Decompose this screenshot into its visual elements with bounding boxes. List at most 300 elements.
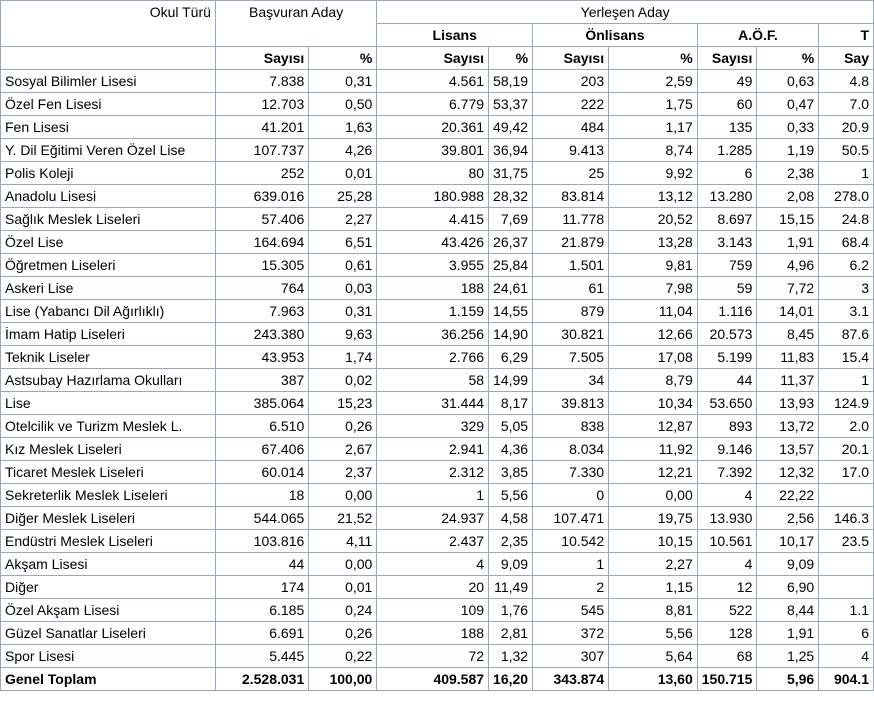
onlisans-header: Önlisans xyxy=(533,24,698,47)
onlisans-yuzde-cell: 8,79 xyxy=(609,369,698,392)
toplam-sayisi-cell-partial: 4 xyxy=(819,645,874,668)
onlisans-yuzde-cell: 1,17 xyxy=(609,116,698,139)
lisans-sayisi-cell: 31.444 xyxy=(377,392,489,415)
toplam-sayisi-cell-partial: 50.5 xyxy=(819,139,874,162)
onlisans-sayisi-cell: 2 xyxy=(533,576,609,599)
toplam-sayisi-cell-partial: 15.4 xyxy=(819,346,874,369)
aof-yuzde-cell: 8,44 xyxy=(757,599,819,622)
onlisans-yuzde-cell: 8,74 xyxy=(609,139,698,162)
onlisans-yuzde-cell: 12,66 xyxy=(609,323,698,346)
lisans-yuzde-cell: 11,49 xyxy=(489,576,533,599)
lisans-yuzde-cell: 24,61 xyxy=(489,277,533,300)
lisans-sayisi-cell: 188 xyxy=(377,277,489,300)
onlisans-sayisi-cell: 10.542 xyxy=(533,530,609,553)
row-name-cell: Kız Meslek Liseleri xyxy=(1,438,216,461)
yerlesen-aday-header: Yerleşen Aday xyxy=(377,1,874,24)
row-name-cell: Teknik Liseler xyxy=(1,346,216,369)
basvuran-sayisi-cell: 41.201 xyxy=(215,116,308,139)
lisans-yuzde-cell: 58,19 xyxy=(489,70,533,93)
basvuran-aday-header: Başvuran Aday xyxy=(215,1,376,47)
aof-yuzde-cell: 6,90 xyxy=(757,576,819,599)
basvuran-yuzde-cell: 2,27 xyxy=(309,208,377,231)
toplam-sayisi-cell-partial: 4.8 xyxy=(819,70,874,93)
onlisans-sayisi-cell: 7.330 xyxy=(533,461,609,484)
row-name-cell: Özel Fen Lisesi xyxy=(1,93,216,116)
onlisans-sayisi-cell: 0 xyxy=(533,484,609,507)
lisans-yuzde-cell: 31,75 xyxy=(489,162,533,185)
onlisans-yuzde-cell: 20,52 xyxy=(609,208,698,231)
row-name-cell: Anadolu Lisesi xyxy=(1,185,216,208)
table-row xyxy=(1,139,874,162)
toplam-sayisi-cell-partial: 7.0 xyxy=(819,93,874,116)
lisans-sayisi-cell: 1 xyxy=(377,484,489,507)
aof-yuzde-cell: 11,83 xyxy=(757,346,819,369)
aof-header: A.Ö.F. xyxy=(697,24,818,47)
onlisans-yuzde-cell: 17,08 xyxy=(609,346,698,369)
aof-sayisi-cell: 7.392 xyxy=(697,461,757,484)
onlisans-sayisi-cell: 39.813 xyxy=(533,392,609,415)
row-name-cell: Diğer xyxy=(1,576,216,599)
onlisans-sayisi-cell: 307 xyxy=(533,645,609,668)
aof-yuzde-cell: 0,47 xyxy=(757,93,819,116)
table-row xyxy=(1,484,874,507)
table-row xyxy=(1,323,874,346)
basvuran-yuzde-cell: 15,23 xyxy=(309,392,377,415)
onlisans-yuzde-cell: 11,04 xyxy=(609,300,698,323)
toplam-sayisi-cell-partial: 6.2 xyxy=(819,254,874,277)
lisans-sayisi-cell: 72 xyxy=(377,645,489,668)
toplam-sayisi-cell-partial xyxy=(819,576,874,599)
lisans-yuzde-cell: 16,20 xyxy=(489,668,533,691)
aof-sayisi-cell: 759 xyxy=(697,254,757,277)
basvuran-sayisi-cell: 7.838 xyxy=(215,70,308,93)
basvuran-yuzde-cell: 0,22 xyxy=(309,645,377,668)
toplam-sayisi-cell-partial: 17.0 xyxy=(819,461,874,484)
basvuran-sayisi-cell: 7.963 xyxy=(215,300,308,323)
aof-yuzde-cell: 15,15 xyxy=(757,208,819,231)
aof-yuzde-cell: 14,01 xyxy=(757,300,819,323)
row-name-cell: Özel Akşam Lisesi xyxy=(1,599,216,622)
lisans-yuzde-cell: 1,76 xyxy=(489,599,533,622)
toplam-sayisi-cell-partial: 20.9 xyxy=(819,116,874,139)
toplam-sayisi-cell-partial: 23.5 xyxy=(819,530,874,553)
onlisans-yuzde-header: % xyxy=(609,47,698,70)
lisans-yuzde-header: % xyxy=(489,47,533,70)
aof-sayisi-cell: 12 xyxy=(697,576,757,599)
basvuran-yuzde-cell: 0,61 xyxy=(309,254,377,277)
basvuran-yuzde-cell: 0,26 xyxy=(309,622,377,645)
basvuran-yuzde-cell: 0,01 xyxy=(309,576,377,599)
aof-sayisi-cell: 20.573 xyxy=(697,323,757,346)
lisans-sayisi-cell: 36.256 xyxy=(377,323,489,346)
aof-yuzde-cell: 0,63 xyxy=(757,70,819,93)
onlisans-yuzde-cell: 5,56 xyxy=(609,622,698,645)
table-row xyxy=(1,208,874,231)
table-row xyxy=(1,346,874,369)
toplam-sayisi-cell-partial: 2.0 xyxy=(819,415,874,438)
lisans-sayisi-cell: 2.437 xyxy=(377,530,489,553)
lisans-yuzde-cell: 5,05 xyxy=(489,415,533,438)
toplam-sayisi-cell-partial: 1 xyxy=(819,369,874,392)
lisans-yuzde-cell: 3,85 xyxy=(489,461,533,484)
aof-yuzde-cell: 1,91 xyxy=(757,231,819,254)
row-name-cell: Özel Lise xyxy=(1,231,216,254)
table-row xyxy=(1,116,874,139)
row-name-cell: Lise (Yabancı Dil Ağırlıklı) xyxy=(1,300,216,323)
aof-sayisi-cell: 68 xyxy=(697,645,757,668)
basvuran-yuzde-cell: 4,11 xyxy=(309,530,377,553)
lisans-yuzde-cell: 49,42 xyxy=(489,116,533,139)
toplam-header-partial: T xyxy=(819,24,874,47)
onlisans-yuzde-cell: 8,81 xyxy=(609,599,698,622)
row-name-cell: Fen Lisesi xyxy=(1,116,216,139)
lisans-yuzde-cell: 8,17 xyxy=(489,392,533,415)
row-name-cell: Otelcilik ve Turizm Meslek L. xyxy=(1,415,216,438)
onlisans-yuzde-cell: 2,27 xyxy=(609,553,698,576)
lisans-sayisi-cell: 80 xyxy=(377,162,489,185)
lisans-yuzde-cell: 14,55 xyxy=(489,300,533,323)
table-row xyxy=(1,369,874,392)
lisans-yuzde-cell: 14,99 xyxy=(489,369,533,392)
aof-sayisi-cell: 135 xyxy=(697,116,757,139)
lisans-yuzde-cell: 53,37 xyxy=(489,93,533,116)
aof-yuzde-header: % xyxy=(757,47,819,70)
table-row xyxy=(1,300,874,323)
basvuran-yuzde-cell: 0,50 xyxy=(309,93,377,116)
onlisans-sayisi-cell: 838 xyxy=(533,415,609,438)
lisans-sayisi-cell: 329 xyxy=(377,415,489,438)
aof-sayisi-cell: 893 xyxy=(697,415,757,438)
row-name-cell: Öğretmen Liseleri xyxy=(1,254,216,277)
basvuran-yuzde-cell: 0,00 xyxy=(309,553,377,576)
basvuran-sayisi-cell: 385.064 xyxy=(215,392,308,415)
lisans-sayisi-cell: 4 xyxy=(377,553,489,576)
onlisans-yuzde-cell: 1,75 xyxy=(609,93,698,116)
lisans-sayisi-cell: 6.779 xyxy=(377,93,489,116)
header-row-3 xyxy=(1,47,874,70)
table-row xyxy=(1,70,874,93)
onlisans-yuzde-cell: 1,15 xyxy=(609,576,698,599)
basvuran-yuzde-cell: 0,00 xyxy=(309,484,377,507)
row-name-cell: Genel Toplam xyxy=(1,668,216,691)
onlisans-sayisi-cell: 83.814 xyxy=(533,185,609,208)
basvuran-yuzde-cell: 0,03 xyxy=(309,277,377,300)
lisans-sayisi-cell: 20 xyxy=(377,576,489,599)
aof-sayisi-cell: 4 xyxy=(697,553,757,576)
total-row xyxy=(1,668,874,691)
row-name-cell: Diğer Meslek Liseleri xyxy=(1,507,216,530)
basvuran-sayisi-cell: 15.305 xyxy=(215,254,308,277)
aof-sayisi-cell: 150.715 xyxy=(697,668,757,691)
onlisans-sayisi-cell: 484 xyxy=(533,116,609,139)
toplam-sayisi-cell-partial: 904.1 xyxy=(819,668,874,691)
basvuran-sayisi-cell: 57.406 xyxy=(215,208,308,231)
onlisans-sayisi-cell: 203 xyxy=(533,70,609,93)
basvuran-yuzde-cell: 4,26 xyxy=(309,139,377,162)
onlisans-sayisi-cell: 879 xyxy=(533,300,609,323)
basvuran-sayisi-cell: 639.016 xyxy=(215,185,308,208)
onlisans-yuzde-cell: 2,59 xyxy=(609,70,698,93)
table-row xyxy=(1,392,874,415)
aof-yuzde-cell: 22,22 xyxy=(757,484,819,507)
basvuran-sayisi-cell: 44 xyxy=(215,553,308,576)
toplam-sayisi-cell-partial: 20.1 xyxy=(819,438,874,461)
aof-yuzde-cell: 12,32 xyxy=(757,461,819,484)
aof-sayisi-cell: 8.697 xyxy=(697,208,757,231)
lisans-sayisi-cell: 2.312 xyxy=(377,461,489,484)
onlisans-yuzde-cell: 13,28 xyxy=(609,231,698,254)
onlisans-yuzde-cell: 9,81 xyxy=(609,254,698,277)
onlisans-sayisi-cell: 34 xyxy=(533,369,609,392)
aof-yuzde-cell: 9,09 xyxy=(757,553,819,576)
aof-sayisi-cell: 13.280 xyxy=(697,185,757,208)
lisans-yuzde-cell: 9,09 xyxy=(489,553,533,576)
onlisans-yuzde-cell: 19,75 xyxy=(609,507,698,530)
row-name-cell: Sağlık Meslek Liseleri xyxy=(1,208,216,231)
row-name-cell: Spor Lisesi xyxy=(1,645,216,668)
row-name-cell: Endüstri Meslek Liseleri xyxy=(1,530,216,553)
onlisans-sayisi-header: Sayısı xyxy=(533,47,609,70)
basvuran-yuzde-cell: 9,63 xyxy=(309,323,377,346)
lisans-sayisi-cell: 3.955 xyxy=(377,254,489,277)
basvuran-yuzde-cell: 0,31 xyxy=(309,300,377,323)
lisans-sayisi-cell: 58 xyxy=(377,369,489,392)
basvuran-sayisi-cell: 174 xyxy=(215,576,308,599)
lisans-yuzde-cell: 25,84 xyxy=(489,254,533,277)
toplam-sayisi-cell-partial xyxy=(819,553,874,576)
basvuran-sayisi-cell: 5.445 xyxy=(215,645,308,668)
lisans-sayisi-header: Sayısı xyxy=(377,47,489,70)
lisans-sayisi-cell: 39.801 xyxy=(377,139,489,162)
aof-sayisi-cell: 522 xyxy=(697,599,757,622)
onlisans-sayisi-cell: 61 xyxy=(533,277,609,300)
basvuran-yuzde-cell: 100,00 xyxy=(309,668,377,691)
aof-yuzde-cell: 1,19 xyxy=(757,139,819,162)
aof-yuzde-cell: 7,72 xyxy=(757,277,819,300)
onlisans-sayisi-cell: 343.874 xyxy=(533,668,609,691)
toplam-sayisi-cell-partial: 1.1 xyxy=(819,599,874,622)
lisans-sayisi-cell: 1.159 xyxy=(377,300,489,323)
onlisans-sayisi-cell: 545 xyxy=(533,599,609,622)
aof-sayisi-cell: 5.199 xyxy=(697,346,757,369)
aof-yuzde-cell: 13,93 xyxy=(757,392,819,415)
lisans-yuzde-cell: 28,32 xyxy=(489,185,533,208)
lisans-yuzde-cell: 4,58 xyxy=(489,507,533,530)
onlisans-sayisi-cell: 8.034 xyxy=(533,438,609,461)
lisans-yuzde-cell: 36,94 xyxy=(489,139,533,162)
table-row xyxy=(1,277,874,300)
table-row xyxy=(1,438,874,461)
table-row xyxy=(1,461,874,484)
lisans-header: Lisans xyxy=(377,24,533,47)
basvuran-sayisi-cell: 6.185 xyxy=(215,599,308,622)
onlisans-yuzde-cell: 12,21 xyxy=(609,461,698,484)
table-row xyxy=(1,645,874,668)
basvuran-sayisi-cell: 43.953 xyxy=(215,346,308,369)
onlisans-yuzde-cell: 0,00 xyxy=(609,484,698,507)
onlisans-sayisi-cell: 21.879 xyxy=(533,231,609,254)
basvuran-sayisi-cell: 764 xyxy=(215,277,308,300)
basvuran-sayisi-cell: 12.703 xyxy=(215,93,308,116)
basvuran-yuzde-cell: 6,51 xyxy=(309,231,377,254)
lisans-yuzde-cell: 6,29 xyxy=(489,346,533,369)
toplam-sayisi-cell-partial: 3 xyxy=(819,277,874,300)
basvuran-sayisi-cell: 164.694 xyxy=(215,231,308,254)
basvuran-sayisi-cell: 243.380 xyxy=(215,323,308,346)
onlisans-sayisi-cell: 372 xyxy=(533,622,609,645)
basvuran-sayisi-cell: 2.528.031 xyxy=(215,668,308,691)
aof-yuzde-cell: 2,56 xyxy=(757,507,819,530)
onlisans-yuzde-cell: 12,87 xyxy=(609,415,698,438)
lisans-yuzde-cell: 1,32 xyxy=(489,645,533,668)
aof-yuzde-cell: 13,72 xyxy=(757,415,819,438)
basvuran-yuzde-cell: 1,63 xyxy=(309,116,377,139)
aof-sayisi-cell: 1.116 xyxy=(697,300,757,323)
row-name-cell: Sosyal Bilimler Lisesi xyxy=(1,70,216,93)
basvuran-sayisi-cell: 252 xyxy=(215,162,308,185)
aof-sayisi-cell: 53.650 xyxy=(697,392,757,415)
basvuran-yuzde-cell: 0,26 xyxy=(309,415,377,438)
basvuran-sayisi-cell: 544.065 xyxy=(215,507,308,530)
lisans-yuzde-cell: 2,35 xyxy=(489,530,533,553)
aof-sayisi-cell: 60 xyxy=(697,93,757,116)
basvuran-yuzde-cell: 25,28 xyxy=(309,185,377,208)
lisans-sayisi-cell: 409.587 xyxy=(377,668,489,691)
onlisans-yuzde-cell: 5,64 xyxy=(609,645,698,668)
aof-sayisi-cell: 3.143 xyxy=(697,231,757,254)
toplam-sayisi-cell-partial: 146.3 xyxy=(819,507,874,530)
basvuran-yuzde-cell: 21,52 xyxy=(309,507,377,530)
onlisans-sayisi-cell: 222 xyxy=(533,93,609,116)
aof-yuzde-cell: 10,17 xyxy=(757,530,819,553)
table-row xyxy=(1,599,874,622)
table-row xyxy=(1,553,874,576)
lisans-yuzde-cell: 5,56 xyxy=(489,484,533,507)
onlisans-sayisi-cell: 7.505 xyxy=(533,346,609,369)
onlisans-yuzde-cell: 9,92 xyxy=(609,162,698,185)
aof-sayisi-cell: 4 xyxy=(697,484,757,507)
lisans-yuzde-cell: 14,90 xyxy=(489,323,533,346)
lisans-sayisi-cell: 188 xyxy=(377,622,489,645)
aof-sayisi-cell: 1.285 xyxy=(697,139,757,162)
toplam-sayisi-cell-partial: 87.6 xyxy=(819,323,874,346)
basvuran-yuzde-cell: 0,24 xyxy=(309,599,377,622)
onlisans-sayisi-cell: 25 xyxy=(533,162,609,185)
basvuran-sayisi-cell: 6.691 xyxy=(215,622,308,645)
toplam-sayisi-cell-partial: 6 xyxy=(819,622,874,645)
lisans-sayisi-cell: 109 xyxy=(377,599,489,622)
basvuran-sayisi-header: Sayısı xyxy=(215,47,308,70)
basvuran-sayisi-cell: 60.014 xyxy=(215,461,308,484)
basvuran-yuzde-cell: 2,37 xyxy=(309,461,377,484)
aof-yuzde-cell: 8,45 xyxy=(757,323,819,346)
lisans-sayisi-cell: 20.361 xyxy=(377,116,489,139)
aof-yuzde-cell: 0,33 xyxy=(757,116,819,139)
onlisans-yuzde-cell: 13,60 xyxy=(609,668,698,691)
row-name-cell: Polis Koleji xyxy=(1,162,216,185)
basvuran-sayisi-cell: 67.406 xyxy=(215,438,308,461)
onlisans-sayisi-cell: 1 xyxy=(533,553,609,576)
row-name-cell: Güzel Sanatlar Liseleri xyxy=(1,622,216,645)
table-row xyxy=(1,93,874,116)
onlisans-sayisi-cell: 9.413 xyxy=(533,139,609,162)
table-row xyxy=(1,530,874,553)
row-name-cell: Sekreterlik Meslek Liseleri xyxy=(1,484,216,507)
table-row xyxy=(1,622,874,645)
aof-yuzde-cell: 13,57 xyxy=(757,438,819,461)
aof-yuzde-cell: 1,91 xyxy=(757,622,819,645)
onlisans-yuzde-cell: 13,12 xyxy=(609,185,698,208)
lisans-sayisi-cell: 180.988 xyxy=(377,185,489,208)
toplam-sayisi-cell-partial: 278.0 xyxy=(819,185,874,208)
empty-header-cell xyxy=(1,47,216,70)
okul-turu-header: Okul Türü xyxy=(1,1,216,47)
header-row-1 xyxy=(1,1,874,24)
lisans-sayisi-cell: 4.561 xyxy=(377,70,489,93)
onlisans-sayisi-cell: 11.778 xyxy=(533,208,609,231)
row-name-cell: Askeri Lise xyxy=(1,277,216,300)
aof-yuzde-cell: 1,25 xyxy=(757,645,819,668)
table-row xyxy=(1,415,874,438)
row-name-cell: Y. Dil Eğitimi Veren Özel Lise xyxy=(1,139,216,162)
basvuran-sayisi-cell: 107.737 xyxy=(215,139,308,162)
lisans-yuzde-cell: 2,81 xyxy=(489,622,533,645)
lisans-sayisi-cell: 4.415 xyxy=(377,208,489,231)
toplam-sayisi-cell-partial: 1 xyxy=(819,162,874,185)
row-name-cell: Lise xyxy=(1,392,216,415)
row-name-cell: Ticaret Meslek Liseleri xyxy=(1,461,216,484)
aof-sayisi-cell: 49 xyxy=(697,70,757,93)
onlisans-yuzde-cell: 7,98 xyxy=(609,277,698,300)
aof-sayisi-cell: 6 xyxy=(697,162,757,185)
basvuran-sayisi-cell: 6.510 xyxy=(215,415,308,438)
onlisans-sayisi-cell: 1.501 xyxy=(533,254,609,277)
row-name-cell: Akşam Lisesi xyxy=(1,553,216,576)
basvuran-sayisi-cell: 387 xyxy=(215,369,308,392)
aof-yuzde-cell: 4,96 xyxy=(757,254,819,277)
aof-yuzde-cell: 5,96 xyxy=(757,668,819,691)
basvuran-yuzde-cell: 1,74 xyxy=(309,346,377,369)
lisans-sayisi-cell: 2.941 xyxy=(377,438,489,461)
lisans-sayisi-cell: 43.426 xyxy=(377,231,489,254)
table-row xyxy=(1,254,874,277)
toplam-sayisi-cell-partial: 124.9 xyxy=(819,392,874,415)
onlisans-yuzde-cell: 10,15 xyxy=(609,530,698,553)
lisans-yuzde-cell: 26,37 xyxy=(489,231,533,254)
toplam-sayisi-cell-partial: 68.4 xyxy=(819,231,874,254)
aof-sayisi-cell: 128 xyxy=(697,622,757,645)
basvuran-sayisi-cell: 18 xyxy=(215,484,308,507)
aof-yuzde-cell: 2,38 xyxy=(757,162,819,185)
toplam-sayisi-cell-partial: 24.8 xyxy=(819,208,874,231)
aof-yuzde-cell: 11,37 xyxy=(757,369,819,392)
table-row xyxy=(1,507,874,530)
basvuran-yuzde-cell: 0,01 xyxy=(309,162,377,185)
row-name-cell: Astsubay Hazırlama Okulları xyxy=(1,369,216,392)
table-row xyxy=(1,162,874,185)
lisans-sayisi-cell: 24.937 xyxy=(377,507,489,530)
onlisans-yuzde-cell: 10,34 xyxy=(609,392,698,415)
aof-sayisi-cell: 10.561 xyxy=(697,530,757,553)
basvuran-yuzde-header: % xyxy=(309,47,377,70)
toplam-sayisi-header-partial: Say xyxy=(819,47,874,70)
aof-sayisi-cell: 13.930 xyxy=(697,507,757,530)
basvuran-sayisi-cell: 103.816 xyxy=(215,530,308,553)
toplam-sayisi-cell-partial xyxy=(819,484,874,507)
aof-sayisi-cell: 59 xyxy=(697,277,757,300)
table-row xyxy=(1,576,874,599)
lisans-yuzde-cell: 7,69 xyxy=(489,208,533,231)
